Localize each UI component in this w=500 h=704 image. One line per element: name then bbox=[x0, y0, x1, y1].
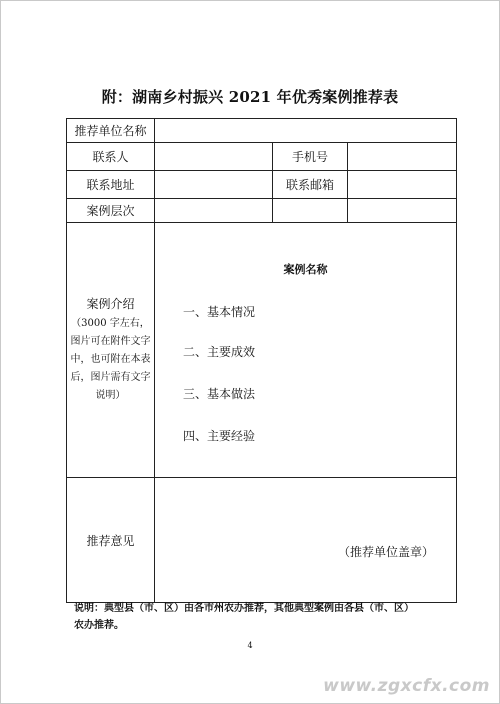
intro-note bbox=[67, 315, 154, 405]
explanation-note bbox=[74, 600, 444, 634]
recommendation-form-table bbox=[66, 118, 457, 603]
note-line: 农办推荐。 bbox=[74, 620, 124, 631]
contact-field[interactable] bbox=[155, 143, 273, 171]
intro-note-line: 说明） bbox=[95, 390, 126, 401]
case-name-heading: 案例名称 bbox=[283, 263, 328, 276]
address-label: 联系地址 bbox=[67, 171, 155, 199]
intro-note-line: （3000 字左右， bbox=[71, 318, 150, 329]
section-basic-practice: 三、基本做法 bbox=[183, 387, 256, 401]
level-extra-field[interactable] bbox=[348, 199, 457, 223]
postcode-field[interactable] bbox=[348, 171, 457, 199]
level-label: 案例层次 bbox=[67, 199, 155, 223]
phone-label: 手机号 bbox=[273, 143, 348, 171]
intro-label: 案例介绍 bbox=[86, 297, 135, 311]
section-basic-situation: 一、基本情况 bbox=[183, 305, 256, 319]
intro-note-line: 图片可在附件文字 bbox=[70, 336, 151, 347]
opinion-label: 推荐意见 bbox=[67, 478, 155, 603]
section-main-experience: 四、主要经验 bbox=[183, 429, 256, 443]
unit-name-field[interactable] bbox=[155, 119, 457, 143]
intro-note-line: 后，图片需有文字 bbox=[70, 372, 151, 383]
page-title: 附：湖南乡村振兴 2021 年优秀案例推荐表 bbox=[101, 88, 399, 106]
address-field[interactable] bbox=[155, 171, 273, 199]
postcode-label: 联系邮箱 bbox=[273, 171, 348, 199]
opinion-field[interactable] bbox=[155, 478, 457, 603]
intro-content-cell[interactable] bbox=[155, 223, 457, 478]
unit-name-label: 推荐单位名称 bbox=[67, 119, 155, 143]
contact-label: 联系人 bbox=[67, 143, 155, 171]
page-number: 4 bbox=[247, 641, 253, 650]
intro-label-cell bbox=[67, 223, 155, 478]
level-blank-cell bbox=[273, 199, 348, 223]
phone-field[interactable] bbox=[348, 143, 457, 171]
level-field[interactable] bbox=[155, 199, 273, 223]
note-line: 说明：典型县（市、区）由各市州农办推荐，其他典型案例由各县（市、区） bbox=[74, 603, 414, 614]
section-main-results: 二、主要成效 bbox=[183, 345, 256, 359]
seal-text: （推荐单位盖章） bbox=[338, 545, 435, 559]
intro-note-line: 中，也可附在本表 bbox=[70, 354, 151, 365]
watermark-logo: www.zgxcfx.com bbox=[323, 676, 490, 696]
